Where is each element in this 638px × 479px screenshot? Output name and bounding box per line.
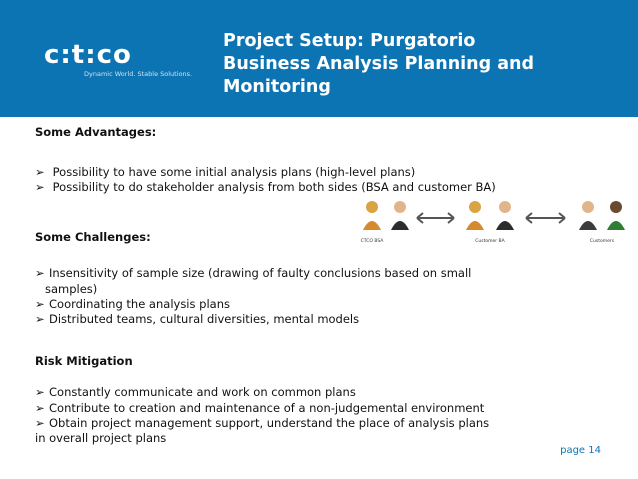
risk-item-3-continued: in overall project plans xyxy=(35,431,167,445)
risk-item-3-text: Obtain project management support, understand the place of analysis plans xyxy=(49,416,490,430)
slide-header xyxy=(0,0,638,117)
person-icon xyxy=(466,201,484,230)
bullet-arrow-icon: ➢ xyxy=(35,180,45,194)
advantage-item-2 xyxy=(35,180,496,194)
advantage-item-1 xyxy=(35,165,415,179)
bullet-arrow-icon: ➢ xyxy=(35,401,45,415)
bullet-arrow-icon: ➢ xyxy=(35,312,45,326)
diagram-label-ctco-bsa: CTCO BSA xyxy=(360,239,384,244)
bullet-arrow-icon: ➢ xyxy=(35,266,45,280)
title-line-3: Monitoring xyxy=(223,77,331,97)
person-icon xyxy=(496,201,514,230)
challenge-item-1-text: Insensitivity of sample size (drawing of faulty conclusions based on small xyxy=(49,266,472,280)
double-arrow-icon xyxy=(417,213,454,223)
bullet-arrow-icon: ➢ xyxy=(35,385,45,399)
stakeholder-diagram xyxy=(350,198,638,248)
double-arrow-icon xyxy=(526,213,565,223)
slide-title xyxy=(223,30,623,99)
title-line-1: Project Setup: Purgatorio xyxy=(223,31,476,51)
challenges-heading: Some Challenges: xyxy=(35,230,151,244)
risk-item-2 xyxy=(35,401,484,415)
advantage-item-1-text: Possibility to have some initial analysis plans (high-level plans) xyxy=(52,165,416,179)
advantage-item-2-text: Possibility to do stakeholder analysis from both sides (BSA and customer BA) xyxy=(52,180,496,194)
challenge-item-2 xyxy=(35,297,230,311)
person-icon xyxy=(579,201,597,230)
diagram-label-customer-ba: Customer BA xyxy=(475,239,505,244)
challenge-item-1 xyxy=(35,266,471,280)
bullet-arrow-icon: ➢ xyxy=(35,165,45,179)
title-line-2: Business Analysis Planning and xyxy=(223,54,535,74)
logo-tagline: Dynamic World. Stable Solutions. xyxy=(84,70,193,78)
page-number: page 14 xyxy=(560,445,601,456)
challenge-item-3 xyxy=(35,312,359,326)
person-icon xyxy=(363,201,381,230)
diagram-label-customers: Customers xyxy=(589,239,615,244)
challenge-item-1-continued: samples) xyxy=(45,282,98,296)
risk-item-1-text: Constantly communicate and work on common plans xyxy=(49,385,356,399)
challenge-item-3-text: Distributed teams, cultural diversities, mental models xyxy=(49,312,360,326)
risk-item-2-text: Contribute to creation and maintenance of a non-judgemental environment xyxy=(49,401,485,415)
advantages-heading: Some Advantages: xyxy=(35,125,157,139)
ctco-logo xyxy=(44,40,204,80)
person-icon xyxy=(391,201,409,230)
person-icon xyxy=(607,201,625,230)
challenge-item-2-text: Coordinating the analysis plans xyxy=(49,297,230,311)
risk-item-1 xyxy=(35,385,356,399)
risk-item-3 xyxy=(35,416,489,430)
bullet-arrow-icon: ➢ xyxy=(35,297,45,311)
risk-heading: Risk Mitigation xyxy=(35,354,133,368)
logo-wordmark: c:t:co xyxy=(44,40,132,70)
bullet-arrow-icon: ➢ xyxy=(35,416,45,430)
